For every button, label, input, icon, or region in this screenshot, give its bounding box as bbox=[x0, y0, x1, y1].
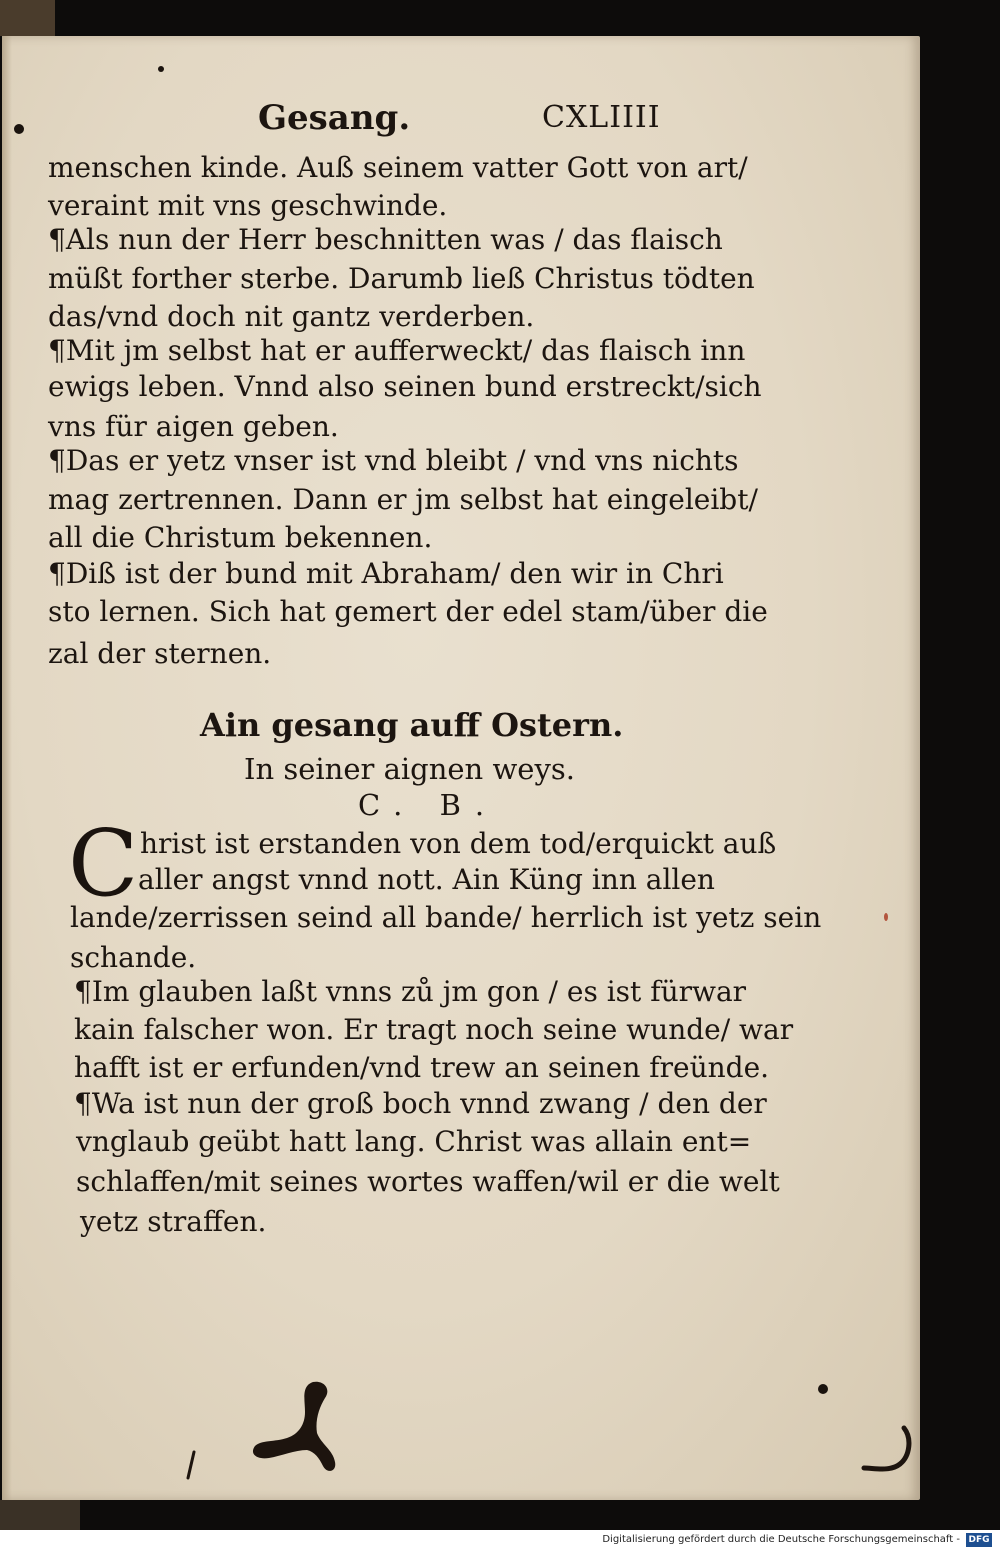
dfg-logo: DFG bbox=[966, 1533, 992, 1547]
text-line: schlaffen/mit seines wortes waffen/wil er die welt bbox=[76, 1165, 780, 1198]
text-line: ¶Wa ist nun der groß boch vnnd zwang / den der bbox=[74, 1087, 767, 1120]
song-title: Ain gesang auff Ostern. bbox=[200, 706, 624, 744]
drop-capital: C bbox=[68, 810, 139, 917]
text-line: zal der sternen. bbox=[48, 637, 272, 670]
text-line: hrist ist erstanden von dem tod/erquickt auß bbox=[140, 827, 777, 860]
text-line: ¶Mit jm selbst hat er aufferweckt/ das flaisch inn bbox=[48, 334, 746, 367]
page-corner-mark-icon bbox=[860, 1424, 920, 1484]
folio-number: CXLIIII bbox=[542, 100, 661, 135]
text-line: ¶Das er yetz vnser ist vnd bleibt / vnd vns nichts bbox=[48, 444, 739, 477]
text-line: yetz straffen. bbox=[80, 1205, 267, 1238]
text-line: aller angst vnnd nott. Ain Küng inn allen bbox=[138, 863, 715, 896]
song-subtitle: In seiner aignen weys. bbox=[244, 752, 575, 786]
ink-spot bbox=[884, 913, 888, 921]
text-line: ¶Als nun der Herr beschnitten was / das flaisch bbox=[48, 223, 723, 256]
text-line: ¶Im glauben laßt vnns zů jm gon / es ist fürwar bbox=[74, 975, 747, 1008]
text-line: all die Christum bekennen. bbox=[48, 521, 433, 554]
footer-credit: Digitalisierung gefördert durch die Deutsche Forschungsgemeinschaft - bbox=[602, 1534, 960, 1545]
digitization-footer bbox=[0, 1530, 1000, 1551]
text-line: kain falscher won. Er tragt noch seine wunde/ war bbox=[74, 1013, 794, 1046]
ink-spot bbox=[818, 1384, 828, 1394]
text-line: das/vnd doch nit gantz verderben. bbox=[48, 300, 535, 333]
text-line: schande. bbox=[70, 941, 197, 974]
text-line: vns für aigen geben. bbox=[48, 410, 339, 443]
book-corner bbox=[0, 0, 55, 36]
text-line: ¶Diß ist der bund mit Abraham/ den wir in Chri bbox=[48, 557, 724, 590]
book-edge bbox=[0, 1500, 80, 1530]
text-line: mag zertrennen. Dann er jm selbst hat eingeleibt/ bbox=[48, 483, 758, 516]
page-gutter-shadow bbox=[2, 36, 12, 1500]
ink-spot bbox=[14, 124, 24, 134]
ink-blot-icon bbox=[245, 1378, 340, 1478]
text-line: lande/zerrissen seind all bande/ herrlich ist yetz sein bbox=[70, 901, 822, 934]
song-initials: C. B. bbox=[358, 788, 499, 822]
text-line: hafft ist er erfunden/vnd trew an seinen freünde. bbox=[74, 1051, 770, 1084]
text-line: müßt forther sterbe. Darumb ließ Christus tödten bbox=[48, 262, 755, 295]
text-line: vnglaub geübt hatt lang. Christ was allain ent= bbox=[76, 1125, 752, 1158]
running-head-title: Gesang. bbox=[258, 98, 411, 138]
text-line: menschen kinde. Auß seinem vatter Gott von art/ bbox=[48, 151, 748, 184]
ink-spot bbox=[158, 66, 164, 72]
ink-stroke-icon bbox=[184, 1450, 198, 1480]
text-line: veraint mit vns geschwinde. bbox=[48, 189, 448, 222]
text-line: sto lernen. Sich hat gemert der edel stam/über die bbox=[48, 595, 768, 628]
text-line: ewigs leben. Vnnd also seinen bund erstreckt/sich bbox=[48, 370, 762, 403]
